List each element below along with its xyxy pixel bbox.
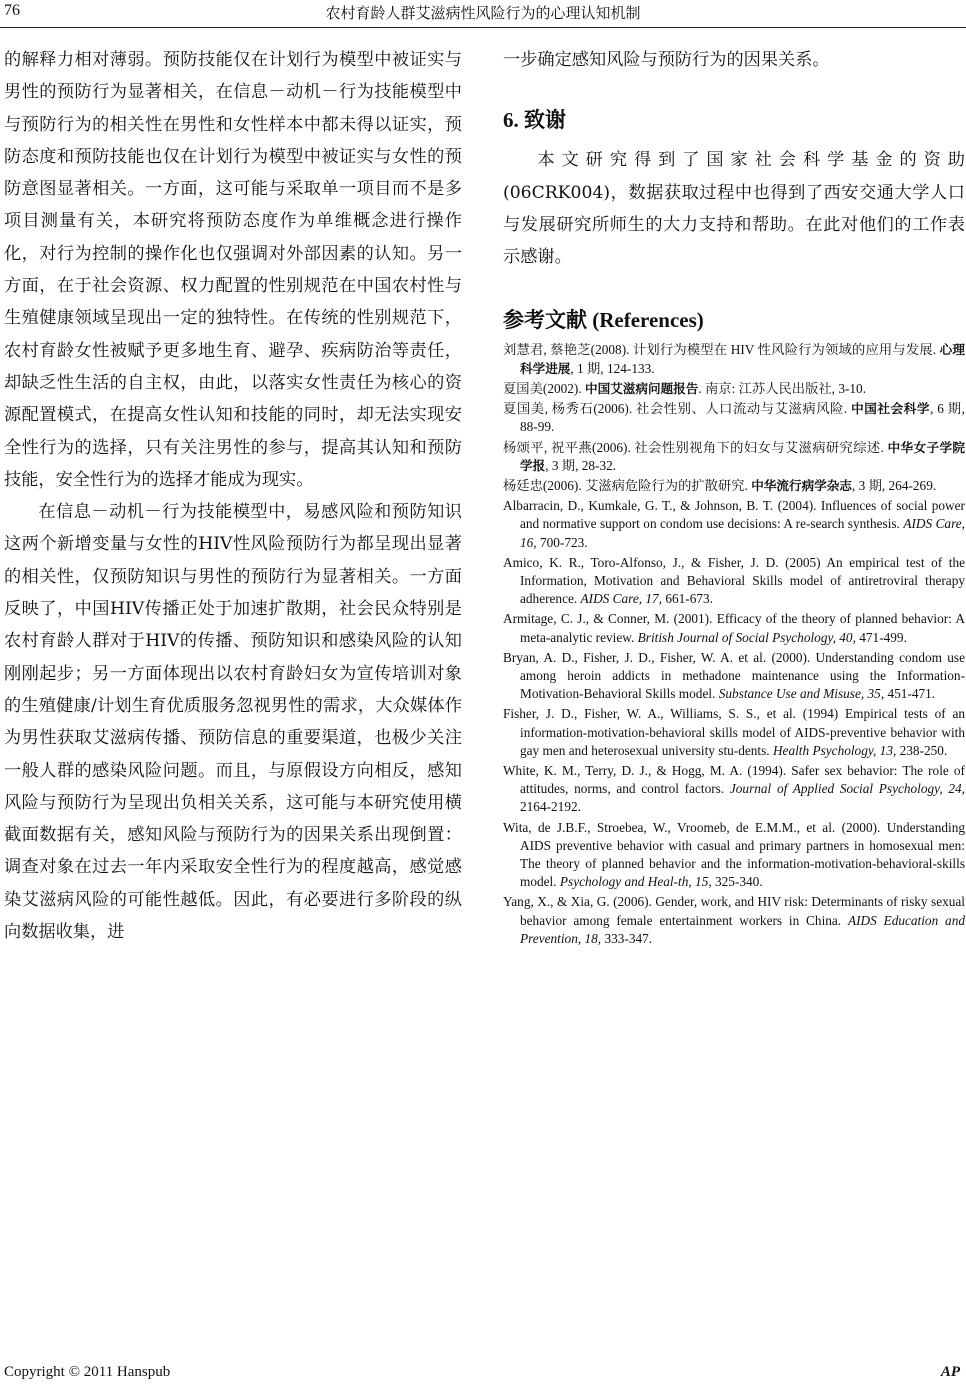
reference-authors-title: Albarracin, D., Kumkale, G. T., & Johnson, B. T. (2004). Influences of social power and normative support on condom use decisions: A re-search synthesis. — [503, 498, 965, 532]
acknowledgement-heading — [503, 100, 965, 140]
right-column — [503, 44, 965, 950]
reference-item — [503, 649, 965, 704]
body-paragraph-1: 的解释力相对薄弱。预防技能仅在计划行为模型中被证实与男性的预防行为显著相关，在信息－动机－行为技能模型中与预防行为的相关性在男性和女性样本中都未得以证实，预防态度和预防技能也仅在计划行为模型中被证实与女性的预防意图显著相关。一方面，这可能与采取单一项目而不是多项目测量有关，本研究将预防态度作为单维概念进行操作化，对行为控制的操作化也仅强调对外部因素的认知。另一方面，在于社会资源、权力配置的性别规范在中国农村性与生殖健康领域呈现出一定的独特性。在传统的性别规范下，农村育龄女性被赋予更多地生育、避孕、疾病防治等责任，却缺乏性生活的自主权，由此，以落实女性责任为核心的资源配置模式，在提高女性认知和技能的同时，却无法实现安全性行为的选择，只有关注男性的参与，提高其认知和预防技能，安全性行为的选择才能成为现实。 — [4, 50, 462, 490]
section-number: 6. — [503, 108, 519, 133]
reference-pages: 333-347. — [601, 930, 653, 946]
reference-pages: , 3 期, 264-269. — [851, 477, 937, 493]
reference-authors-title: 夏国美, 杨秀石(2006). 社会性别、人口流动与艾滋病风险. — [503, 401, 852, 417]
reference-source: Health Psychology, 13, — [772, 742, 897, 758]
reference-pages: , 6 期, 88-99. — [520, 401, 965, 435]
section-title: 致谢 — [524, 108, 566, 133]
reference-source: Journal of Applied Social Psychology, 24, — [729, 781, 965, 797]
reference-item — [503, 341, 965, 377]
reference-source: AIDS Care, 17, — [580, 591, 663, 607]
reference-source: AIDS Care, 16, — [520, 516, 965, 550]
reference-item — [503, 439, 965, 475]
reference-pages: 325-340. — [711, 874, 763, 890]
reference-source: British Journal of Social Psychology, 40, — [637, 629, 856, 645]
reference-authors-title: White, K. M., Terry, D. J., & Hogg, M. A. (1994). Safer sex behavior: The role of attitudes, norms, and control factors. — [503, 762, 965, 797]
reference-pages: . 南京: 江苏人民出版社, 3-10. — [698, 380, 867, 396]
reference-source: 中华流行病学杂志 — [751, 477, 852, 493]
reference-item — [503, 762, 965, 817]
reference-source: 中华女子学院学报 — [520, 439, 966, 473]
reference-item — [503, 705, 965, 760]
reference-source: Psychology and Heal-th, 15, — [559, 874, 712, 890]
left-column — [4, 44, 462, 948]
running-title: 农村育龄人群艾滋病性风险行为的心理认知机制 — [325, 4, 641, 22]
reference-source: 心理科学进展 — [520, 342, 966, 376]
reference-list — [503, 341, 965, 948]
reference-pages: 238-250. — [896, 742, 948, 758]
reference-pages: 2164-2192. — [520, 799, 581, 815]
reference-pages: 700-723. — [536, 534, 588, 550]
reference-pages: 661-673. — [662, 591, 713, 607]
references-heading — [503, 301, 965, 339]
reference-item — [503, 497, 965, 552]
reference-pages: , 1 期, 124-133. — [570, 360, 655, 376]
reference-authors-title: Yang, X., & Xia, G. (2006). Gender, work, and HIV risk: Determinants of risky sexual behavior among female entertainment workers in China. — [503, 894, 965, 928]
reference-item — [503, 380, 965, 398]
reference-pages: 451-471. — [884, 686, 936, 702]
reference-source: Substance Use and Misuse, 35, — [718, 686, 885, 702]
reference-pages: , 3 期, 28-32. — [545, 457, 617, 473]
references-title-cn: 参考文献 — [503, 308, 587, 333]
reference-authors-title: Wita, de J.B.F., Stroebea, W., Vroomeb, de E.M.M., et al. (2000). Understanding AIDS preventive behavior with casual and primary partners in homosexual men: The theory of planned behavior and the information-motivation-behavioral-skills model. — [503, 819, 965, 890]
reference-authors-title: 杨颂平, 祝平燕(2006). 社会性别视角下的妇女与艾滋病研究综述. — [503, 439, 888, 455]
reference-source: 中国艾滋病问题报告 — [585, 380, 699, 396]
reference-authors-title: 刘慧君, 蔡艳芝(2008). 计划行为模型在 HIV 性风险行为领域的应用与发展. — [503, 342, 940, 358]
page-header — [0, 0, 966, 28]
reference-item — [503, 477, 965, 495]
journal-abbreviation: AP — [940, 1364, 960, 1380]
reference-authors-title: Armitage, C. J., & Conner, M. (2001). Efficacy of the theory of planned behavior: A meta-analytic review. — [503, 611, 965, 645]
reference-authors-title: 夏国美(2002). — [503, 380, 585, 396]
acknowledgement-text: 本文研究得到了国家社会科学基金的资助(06CRK004)，数据获取过程中也得到了西安交通大学人口与发展研究所师生的大力支持和帮助。在此对他们的工作表示感谢。 — [503, 150, 965, 268]
reference-authors-title: Bryan, A. D., Fisher, J. D., Fisher, W. A. et al. (2000). Understanding condom use among heroin addicts in methadone maintenance using the Information-Motivation-Behavioral Skills model. — [503, 649, 965, 702]
reference-item — [503, 554, 965, 609]
reference-authors-title: 杨廷忠(2006). 艾滋病危险行为的扩散研究. — [503, 477, 752, 493]
reference-item — [503, 893, 965, 948]
references-title-en: (References) — [592, 308, 704, 333]
reference-source: AIDS Education and Prevention, 18, — [520, 912, 965, 946]
continuation-paragraph: 一步确定感知风险与预防行为的因果关系。 — [503, 50, 830, 70]
reference-item — [503, 819, 965, 892]
reference-source: 中国社会科学 — [851, 401, 931, 417]
reference-item — [503, 400, 965, 436]
reference-authors-title: Fisher, J. D., Fisher, W. A., Williams, S. S., et al. (1994) Empirical tests of an information-motivation-behavioral skills model of AIDS-preventive behavior with gay men and heterosexual university stu-dents. — [503, 706, 965, 758]
reference-authors-title: Amico, K. R., Toro-Alfonso, J., & Fisher, J. D. (2005) An empirical test of the Information, Motivation and Behavioral Skills model of antiretroviral therapy adherence. — [503, 554, 965, 607]
reference-pages: 471-499. — [855, 629, 907, 645]
copyright-notice: Copyright © 2011 Hanspub — [4, 1364, 171, 1380]
reference-item — [503, 610, 965, 646]
page-number: 76 — [4, 2, 20, 19]
body-paragraph-2: 在信息－动机－行为技能模型中，易感风险和预防知识这两个新增变量与女性的HIV性风险预防行为都呈现出显著的相关性，仅预防知识与男性的预防行为显著相关。一方面反映了，中国HIV传播正处于加速扩散期，社会民众特别是农村育龄人群对于HIV的传播、预防知识和感染风险的认知刚刚起步；另一方面体现出以农村育龄妇女为宣传培训对象的生殖健康/计划生育优质服务忽视男性的需求，大众媒体作为男性获取艾滋病传播、预防信息的重要渠道，也极少关注一般人群的感染风险问题。而且，与原假设方向相反，感知风险与预防行为呈现出负相关关系，这可能与本研究使用横截面数据有关，感知风险与预防行为的因果关系出现倒置：调查对象在过去一年内采取安全性行为的程度越高，感觉感染艾滋病风险的可能性越低。因此，有必要进行多阶段的纵向数据收集，进 — [4, 502, 462, 943]
